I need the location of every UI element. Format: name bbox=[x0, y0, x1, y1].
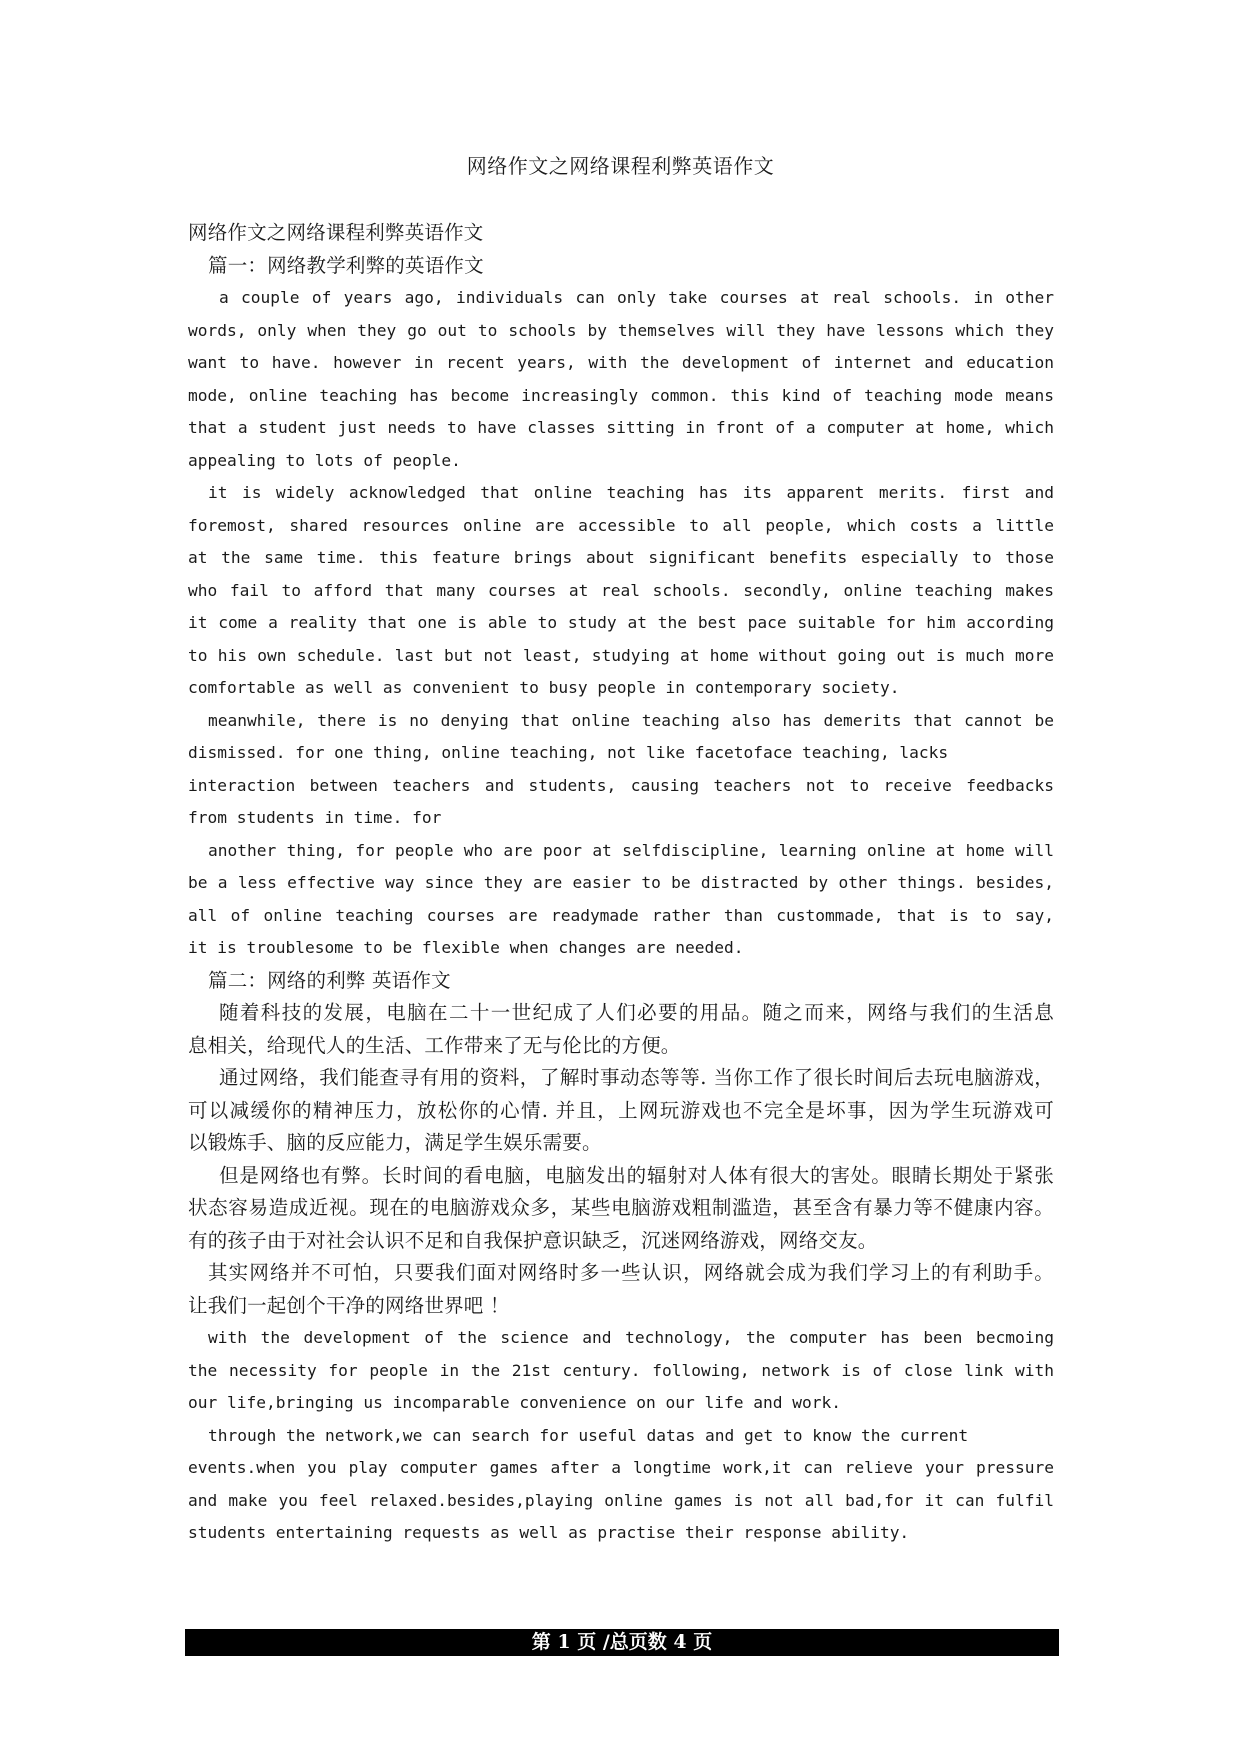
page-title: 网络作文之网络课程利弊英语作文 bbox=[466, 154, 775, 178]
text-line: 篇二：网络的利弊 英语作文 bbox=[208, 968, 451, 992]
text-line: with the development of the science and technology, the computer has been becmoing bbox=[208, 1328, 1054, 1347]
text-line: it is widely acknowledged that online teaching has its apparent merits. first and bbox=[208, 483, 1054, 502]
text-line: meanwhile, there is no denying that online teaching also has demerits that cannot be bbox=[208, 710, 1054, 730]
text-line: to his own schedule. last but not least, studying at home without going out is much more bbox=[188, 645, 1054, 665]
text-line: 可以减缓你的精神压力，放松你的心情. 并且，上网玩游戏也不完全是坏事，因为学生玩游戏可 bbox=[188, 1098, 1054, 1122]
text-line: a couple of years ago, individuals can only take courses at real schools. in other bbox=[219, 288, 1054, 307]
text-line: dismissed. for one thing, online teaching, not like facetoface teaching, lacks bbox=[188, 743, 949, 762]
text-line: 通过网络，我们能查寻有用的资料，了解时事动态等等. 当你工作了很长时间后去玩电脑游戏， bbox=[219, 1066, 1054, 1089]
text-line: want to have. however in recent years, with the development of internet and education bbox=[188, 353, 1054, 372]
text-line: 随着科技的发展，电脑在二十一世纪成了人们必要的用品。随之而来，网络与我们的生活息 bbox=[219, 1001, 1054, 1024]
text-line: events.when you play computer games after a longtime work,it can relieve your pressure bbox=[188, 1458, 1054, 1477]
text-line: interaction between teachers and students, causing teachers not to receive feedbacks bbox=[188, 775, 1054, 795]
page-footer: 第 1 页 /总页数 4 页 bbox=[185, 1629, 1059, 1656]
text-line: comfortable as well as convenient to busy people in contemporary society. bbox=[188, 678, 900, 697]
text-line: all of online teaching courses are readymade rather than custommade, that is to say, bbox=[188, 905, 1054, 925]
text-line: who fail to afford that many courses at real schools. secondly, online teaching makes bbox=[188, 580, 1054, 600]
text-line: 其实网络并不可怕，只要我们面对网络时多一些认识，网络就会成为我们学习上的有利助手。 bbox=[208, 1261, 1054, 1284]
text-line: 篇一：网络教学利弊的英语作文 bbox=[208, 253, 484, 277]
text-line: it is troublesome to be flexible when changes are needed. bbox=[188, 938, 744, 957]
text-line: another thing, for people who are poor at selfdiscipline, learning online at home will bbox=[208, 840, 1054, 860]
text-line: appealing to lots of people. bbox=[188, 450, 461, 470]
text-line: mode, online teaching has become increasingly common. this kind of teaching mode means bbox=[188, 385, 1054, 405]
text-line: 但是网络也有弊。长时间的看电脑，电脑发出的辐射对人体有很大的害处。眼睛长期处于紧张 bbox=[219, 1163, 1054, 1187]
text-line: foremost, shared resources online are accessible to all people, which costs a little bbox=[188, 515, 1054, 535]
text-line: words, only when they go out to schools by themselves will they have lessons which they bbox=[188, 320, 1054, 340]
document-body bbox=[188, 217, 1054, 1550]
text-line: 状态容易造成近视。现在的电脑游戏众多，某些电脑游戏粗制滥造，甚至含有暴力等不健康内容。 bbox=[188, 1196, 1054, 1219]
text-line: the necessity for people in the 21st century. following, network is of close link with bbox=[188, 1360, 1054, 1380]
text-line: 以锻炼手、脑的反应能力，满足学生娱乐需要。 bbox=[188, 1131, 602, 1154]
text-line: from students in time. for bbox=[188, 808, 442, 827]
text-line: our life,bringing us incomparable convenience on our life and work. bbox=[188, 1393, 841, 1412]
text-line: and make you feel relaxed.besides,playing online games is not all bad,for it can fulfil bbox=[188, 1490, 1054, 1510]
text-line: through the network,we can search for useful datas and get to know the current bbox=[208, 1425, 969, 1445]
text-line: 让我们一起创个干净的网络世界吧 ！ bbox=[188, 1293, 510, 1317]
text-line: 息相关，给现代人的生活、工作带来了无与伦比的方便。 bbox=[188, 1033, 681, 1057]
text-line: that a student just needs to have classes sitting in front of a computer at home, which bbox=[188, 418, 1054, 437]
text-line: 网络作文之网络课程利弊英语作文 bbox=[188, 221, 484, 244]
text-line: it come a reality that one is able to study at the best pace suitable for him according bbox=[188, 613, 1054, 632]
text-line: students entertaining requests as well as practise their response ability. bbox=[188, 1523, 910, 1542]
text-line: 有的孩子由于对社会认识不足和自我保护意识缺乏，沉迷网络游戏，网络交友。 bbox=[188, 1228, 878, 1252]
text-line: at the same time. this feature brings about significant benefits especially to those bbox=[188, 548, 1054, 567]
text-line: be a less effective way since they are easier to be distracted by other things. besides, bbox=[188, 873, 1054, 892]
